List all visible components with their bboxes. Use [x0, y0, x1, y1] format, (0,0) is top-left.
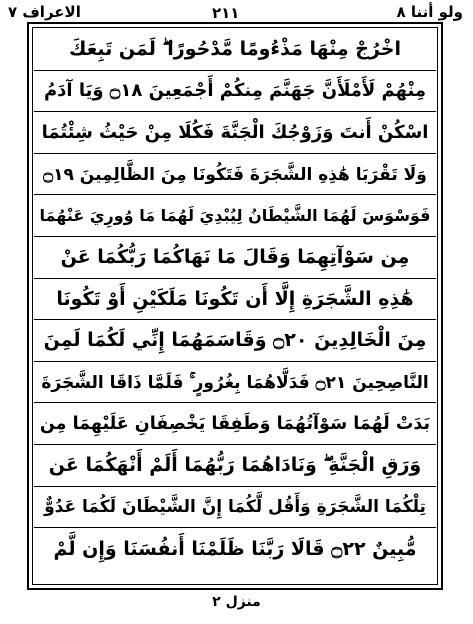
text-line: فَوَسْوَسَ لَهُمَا الشَّيْطَانُ لِيُبْدِيَ لَهُمَا مَا وُورِيَ عَنْهُمَا: [34, 195, 436, 237]
text-line: اسْكُنْ أَنتَ وَزَوْجُكَ الْجَنَّةَ فَكُلَا مِنْ حَيْثُ شِئْتُمَا: [34, 112, 436, 154]
text-line: مِن سَوْآتِهِمَا وَقَالَ مَا نَهَاكُمَا رَبُّكُمَا عَنْ: [34, 237, 436, 279]
text-line: تِلْكُمَا الشَّجَرَةِ وَأَقُل لَّكُمَا إِنَّ الشَّيْطَانَ لَكُمَا عَدُوٌّ: [34, 487, 436, 529]
text-line: مُّبِينٌ ۝٢٢ قَالَا رَبَّنَا ظَلَمْنَا أَنفُسَنَا وَإِن لَّمْ: [53, 537, 417, 560]
text-line: وَرَقِ الْجَنَّةِ ۖ وَنَادَاهُمَا رَبُّهُمَا أَلَمْ أَنْهَكُمَا عَن: [34, 445, 436, 487]
page-number: ٢١١: [212, 4, 240, 22]
text-line: وَلَا تَقْرَبَا هَٰذِهِ الشَّجَرَةَ فَتَكُونَا مِنَ الظَّالِمِينَ ۝١٩: [34, 154, 436, 196]
text-line: النَّاصِحِينَ ۝٢١ فَدَلَّاهُمَا بِغُرُورٍ ۚ فَلَمَّا ذَاقَا الشَّجَرَةَ: [34, 362, 436, 404]
text-line: اخْرُجْ مِنْهَا مَذْءُومًا مَّدْحُورًا ۖ لَمَن تَبِعَكَ: [34, 29, 436, 71]
text-line: هَٰذِهِ الشَّجَرَةِ إِلَّا أَن تَكُونَا مَلَكَيْنِ أَوْ تَكُونَا: [34, 279, 436, 321]
verse-text-block: [34, 29, 436, 570]
text-line: مِنَ الْخَالِدِينَ ۝٢٠ وَقَاسَمَهُمَا إِنِّي لَكُمَا لَمِنَ: [34, 320, 436, 362]
juz-name: ولو أننا ٨: [396, 3, 463, 21]
text-line: مِنْهُمْ لَأَمْلَأَنَّ جَهَنَّمَ مِنكُمْ أَجْمَعِينَ ۝١٨ وَيَا آدَمُ: [34, 71, 436, 113]
text-line: بَدَتْ لَهُمَا سَوْآتُهُمَا وَطَفِقَا يَخْصِفَانِ عَلَيْهِمَا مِن: [34, 403, 436, 445]
surah-name: الاعراف ٧: [8, 3, 81, 21]
manzil-footer: منزل ٢: [212, 594, 261, 610]
